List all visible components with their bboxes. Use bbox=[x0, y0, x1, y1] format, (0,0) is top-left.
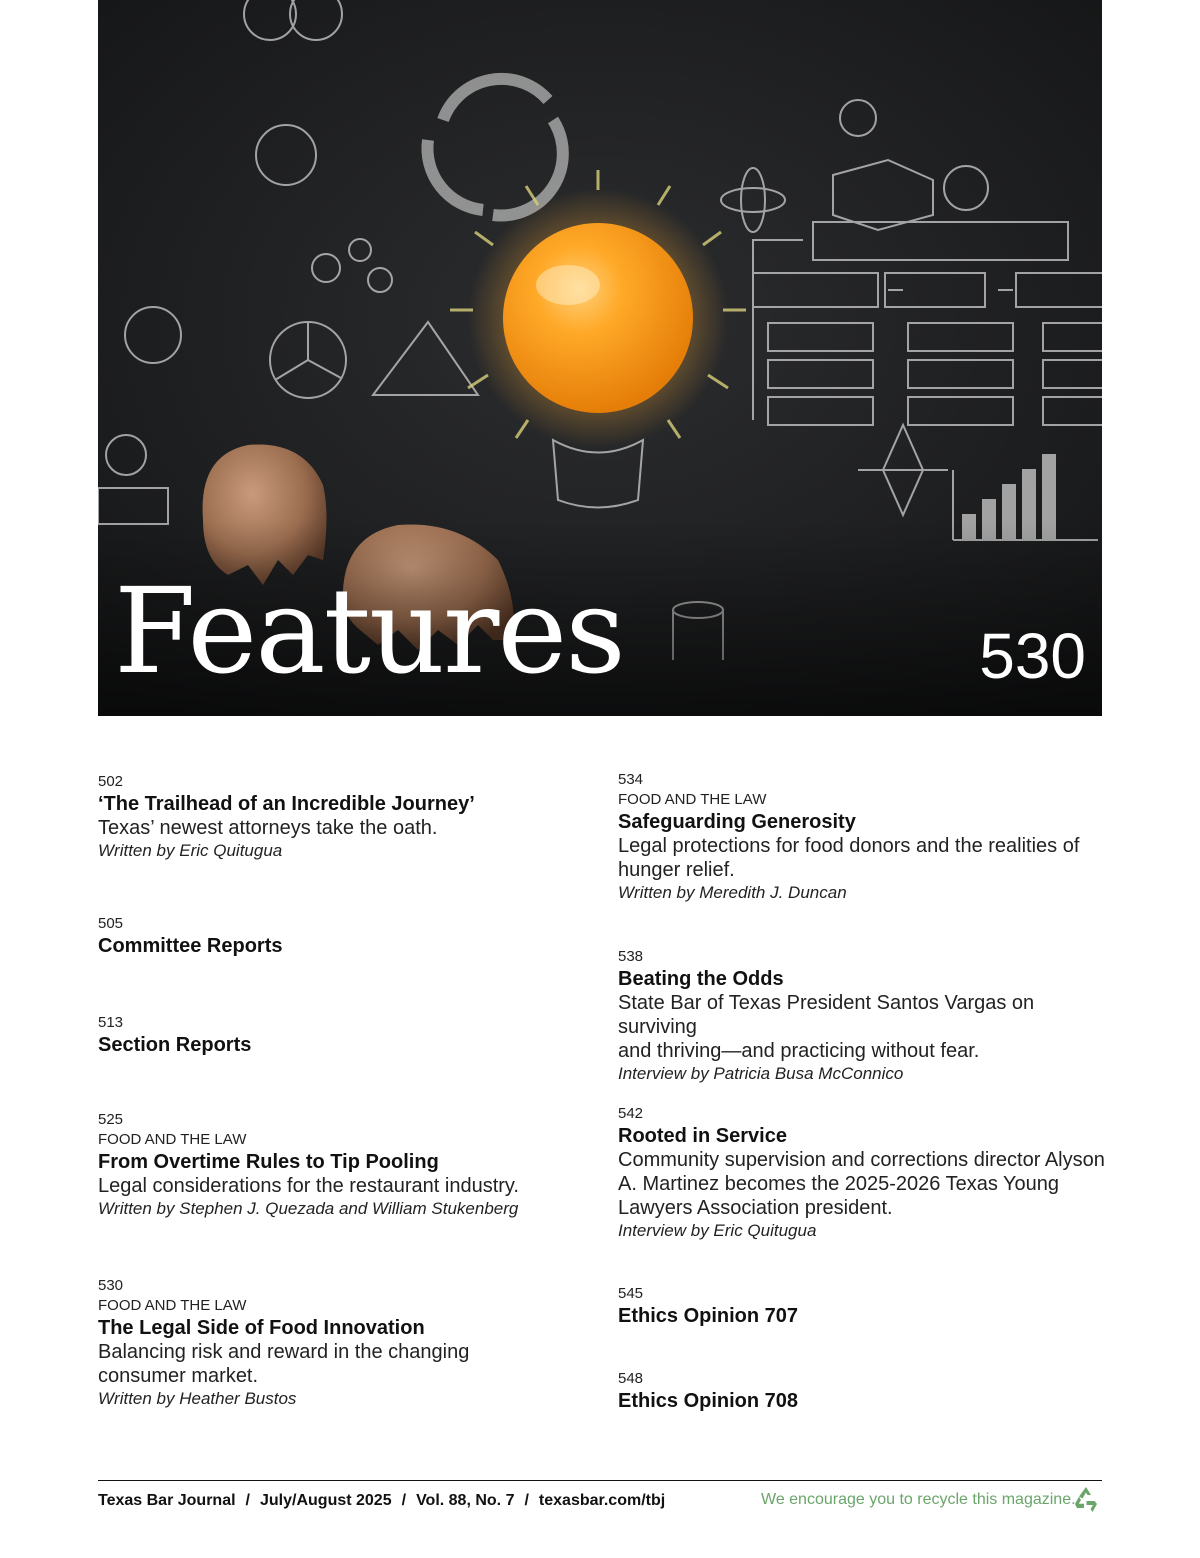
contents-entry[interactable] bbox=[98, 1110, 568, 1220]
footer-separator: / bbox=[524, 1492, 529, 1509]
entry-deck: Balancing risk and reward in the changing bbox=[98, 1341, 470, 1363]
entry-title[interactable]: The Legal Side of Food Innovation bbox=[98, 1317, 425, 1339]
entry-kicker: FOOD AND THE LAW bbox=[618, 791, 767, 808]
entry-title[interactable]: ‘The Trailhead of an Incredible Journey’ bbox=[98, 793, 475, 815]
entry-title[interactable]: From Overtime Rules to Tip Pooling bbox=[98, 1151, 439, 1173]
entry-page-number: 534 bbox=[618, 771, 644, 788]
entry-byline: Written by Eric Quitugua bbox=[98, 841, 283, 860]
entry-page-number: 505 bbox=[98, 915, 124, 932]
entry-deck: A. Martinez becomes the 2025-2026 Texas Young bbox=[618, 1173, 1060, 1195]
entry-title[interactable]: Section Reports bbox=[98, 1034, 252, 1056]
section-page-number: 530 bbox=[979, 620, 1086, 692]
entry-byline: Interview by Patricia Busa McConnico bbox=[618, 1064, 904, 1083]
entry-byline: Interview by Eric Quitugua bbox=[618, 1221, 817, 1240]
entry-deck: State Bar of Texas President Santos Vargas on surviving bbox=[618, 992, 1035, 1038]
journal-url[interactable]: texasbar.com/tbj bbox=[538, 1492, 666, 1509]
contents-entry[interactable] bbox=[618, 1369, 1108, 1413]
contents-entry[interactable] bbox=[618, 770, 1108, 904]
entry-byline: Written by Stephen J. Quezada and William Stukenberg bbox=[98, 1199, 519, 1218]
entry-title[interactable]: Safeguarding Generosity bbox=[618, 811, 856, 833]
entry-page-number: 542 bbox=[618, 1105, 644, 1122]
footer-divider bbox=[98, 1480, 1102, 1481]
contents-entry[interactable] bbox=[98, 914, 568, 958]
entry-title[interactable]: Beating the Odds bbox=[618, 968, 784, 990]
entry-page-number: 538 bbox=[618, 948, 644, 965]
issue-date: July/August 2025 bbox=[260, 1492, 392, 1509]
entry-deck: Community supervision and corrections director Alyson bbox=[618, 1149, 1105, 1171]
entry-title[interactable]: Ethics Opinion 707 bbox=[618, 1305, 799, 1327]
entry-page-number: 502 bbox=[98, 773, 124, 790]
entry-page-number: 530 bbox=[98, 1277, 124, 1294]
volume-number: Vol. 88, No. 7 bbox=[416, 1492, 515, 1509]
entry-deck: Legal considerations for the restaurant industry. bbox=[98, 1175, 519, 1197]
entry-page-number: 548 bbox=[618, 1370, 644, 1387]
entry-title[interactable]: Ethics Opinion 708 bbox=[618, 1390, 799, 1412]
entry-deck: Legal protections for food donors and the realities of bbox=[618, 835, 1080, 857]
entry-title[interactable]: Committee Reports bbox=[98, 935, 283, 957]
entry-deck: Lawyers Association president. bbox=[618, 1197, 893, 1219]
footer-separator: / bbox=[245, 1492, 250, 1509]
contents-entry[interactable] bbox=[618, 1104, 1108, 1242]
entry-deck: consumer market. bbox=[98, 1365, 259, 1387]
contents-entry[interactable] bbox=[98, 1276, 568, 1410]
entry-deck: hunger relief. bbox=[618, 859, 735, 881]
entry-deck: Texas’ newest attorneys take the oath. bbox=[98, 817, 438, 839]
contents-entry[interactable] bbox=[618, 1284, 1108, 1328]
contents-entry[interactable] bbox=[98, 1013, 568, 1057]
entry-byline: Written by Heather Bustos bbox=[98, 1389, 297, 1408]
hero-image bbox=[98, 0, 1102, 716]
footer-separator: / bbox=[401, 1492, 407, 1509]
contents-entry[interactable] bbox=[98, 772, 568, 862]
entry-page-number: 525 bbox=[98, 1111, 124, 1128]
entry-byline: Written by Meredith J. Duncan bbox=[618, 883, 847, 902]
contents-entry[interactable] bbox=[618, 947, 1108, 1085]
publication-name: Texas Bar Journal bbox=[98, 1492, 236, 1509]
entry-deck: and thriving—and practicing without fear. bbox=[618, 1040, 980, 1062]
recycle-note: We encourage you to recycle this magazine. bbox=[761, 1491, 1076, 1508]
footer-publication-line bbox=[98, 1492, 665, 1510]
entry-page-number: 513 bbox=[98, 1014, 124, 1031]
section-title: Features bbox=[114, 562, 624, 700]
entry-title[interactable]: Rooted in Service bbox=[618, 1125, 787, 1147]
entry-kicker: FOOD AND THE LAW bbox=[98, 1131, 247, 1148]
recycle-icon bbox=[1070, 1484, 1102, 1516]
entry-page-number: 545 bbox=[618, 1285, 644, 1302]
entry-kicker: FOOD AND THE LAW bbox=[98, 1297, 247, 1314]
